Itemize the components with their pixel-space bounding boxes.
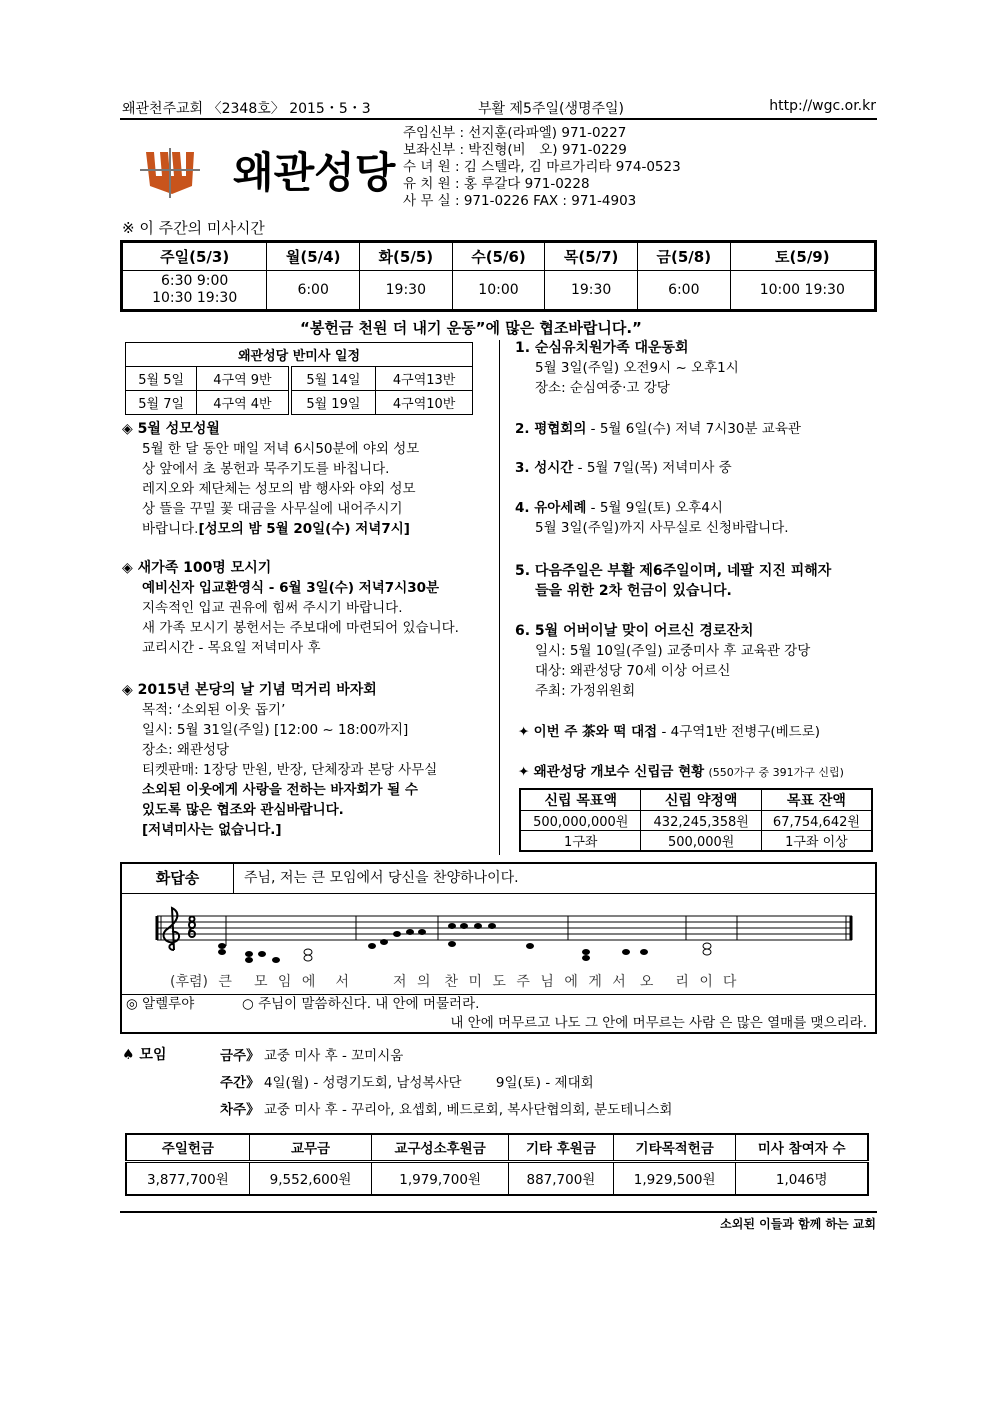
lyric: 저 의: [392, 974, 431, 990]
col-header: 기타 후원금: [508, 1134, 613, 1161]
text-line: 일시: 5월 10일(주일) 교중미사 후 교육관 강당: [535, 643, 811, 659]
col-header: 주일헌금: [126, 1134, 249, 1161]
notice-2: [515, 419, 801, 439]
mass-time: 6:00: [267, 271, 360, 311]
cell: 67,754,642원: [761, 811, 872, 831]
website-link[interactable]: http://wgc.or.kr: [769, 98, 876, 114]
text-line: 목적: ‘소외된 이웃 돕기’: [142, 702, 286, 718]
lyric: 오: [639, 974, 654, 990]
text-line: 지속적인 입교 권유에 힘써 주시기 바랍니다.: [142, 600, 403, 616]
mass-times-table: [120, 240, 877, 312]
info-office: 사 무 실 : 971-0226 FAX : 971-4903: [403, 193, 637, 209]
title-text: 새가족 100명 모시기: [137, 560, 272, 576]
fund-heading: ✦ 왜관성당 개보수 신립금 현황 (550가구 중 391가구 신립): [518, 764, 844, 780]
day-header: 목(5/7): [545, 242, 638, 271]
cell: 1구좌 이상: [761, 831, 872, 852]
gospel-verse-1: ○ 주님이 말씀하신다. 내 안에 머물러라.: [242, 996, 480, 1012]
info-kindergarten: 유 치 원 : 홍 루갈다 971-0228: [403, 176, 590, 192]
info-assistant: 보좌신부 : 박진형(비 오) 971-0229: [403, 142, 627, 158]
text-line: 장소: 왜관성당: [142, 742, 230, 758]
day-header: 수(5/6): [452, 242, 545, 271]
text-line: 장소: 순심여중·고 강당: [535, 380, 670, 396]
col-header: 신립 약정액: [641, 789, 761, 811]
col-header: 목표 잔액: [761, 789, 872, 811]
notice-title: 4. 유아세례: [515, 500, 587, 516]
col-header: 기타목적헌금: [613, 1134, 736, 1161]
cell: 887,700원: [508, 1161, 613, 1195]
day-header: 주일(5/3): [122, 242, 267, 271]
mass-time: 6:00: [637, 271, 730, 311]
lyric: (후렴) 큰: [170, 974, 232, 990]
notice-6: [515, 621, 810, 701]
alleluia-divider: [122, 994, 875, 995]
lyric: 찬 미 도 주 님 에 게 서: [444, 974, 626, 990]
mass-time-line: 10:30 19:30: [152, 290, 238, 306]
section-new-family: [122, 558, 459, 658]
cell: 5월 5일: [126, 367, 197, 391]
text: - 5월 7일(목) 저녁미사 중: [573, 460, 732, 476]
text-line: 상 뜰을 꾸밀 꽃 대금을 사무실에 내어주시기: [142, 501, 403, 517]
meeting-value: 4일(월) - 성령기도회, 남성복사단 9일(토) - 제대회: [263, 1075, 594, 1091]
text-line: 레지오와 제단체는 성모의 밤 행사와 야외 성모: [142, 481, 416, 497]
fund-note: (550가구 중 391가구 신립): [708, 766, 844, 779]
notice-5: [515, 561, 831, 601]
bulletin-issue: 왜관천주교회 〈2348호〉 2015・5・3: [122, 101, 371, 117]
offering-table: [125, 1133, 869, 1196]
fund-title: 왜관성당 개보수 신립금 현황: [533, 764, 705, 780]
meeting-this-week: [220, 1044, 403, 1064]
church-logo-icon: [140, 146, 202, 198]
mass-time: [122, 271, 267, 311]
text-line: 5월 3일(주일)까지 사무실로 신청바랍니다.: [535, 520, 789, 536]
text-line: 교리시간 - 목요일 저녁미사 후: [142, 640, 321, 656]
cell: 500,000원: [641, 831, 761, 852]
lyric: 모 임 에: [253, 974, 316, 990]
title-text: 2015년 본당의 날 기념 먹거리 바자회: [137, 682, 377, 698]
notice-title: 5. 다음주일은 부활 제6주일이며, 네팔 지진 피해자: [515, 563, 832, 579]
mass-time: 19:30: [545, 271, 638, 311]
mass-times-label: ※ 이 주간의 미사시간: [122, 219, 265, 237]
fund-table: [519, 788, 873, 852]
treble-clef-icon: [164, 908, 180, 950]
title-text: 5월 성모성월: [137, 421, 220, 437]
day-header: 화(5/5): [360, 242, 453, 271]
cell: 1,929,500원: [613, 1161, 736, 1195]
tea-title: 이번 주 茶와 떡 대접: [533, 724, 658, 740]
alleluia: ◎ 알렐루야: [126, 996, 195, 1012]
cell: 4구역13반: [376, 367, 473, 391]
text: - 5월 9일(토) 오후4시: [586, 500, 723, 516]
meeting-weekdays: [220, 1071, 594, 1091]
text-line: 새 가족 모시기 봉헌서는 주보대에 마련되어 있습니다.: [142, 620, 459, 636]
cell: 500,000,000원: [520, 811, 641, 831]
gospel-verse-2: 내 안에 머무르고 나도 그 안에 머무르는 사람 은 많은 열매를 맺으리라.: [450, 1015, 867, 1031]
cell: 1구좌: [520, 831, 641, 852]
cell: 1,979,700원: [372, 1161, 509, 1195]
ban-mass-table: [125, 342, 473, 415]
text-line: 5월 한 달 동안 매일 저녁 6시50분에 야외 성모: [142, 441, 420, 457]
lyric: 서: [335, 974, 349, 990]
highlight: [성모의 밤 5월 20일(수) 저녁7시]: [198, 521, 410, 537]
text-line: 소외된 이웃에게 사랑을 전하는 바자회가 될 수: [142, 782, 418, 798]
section-bazaar: [122, 680, 437, 840]
text-line: 티켓판매: 1장당 만원, 반장, 단체장과 본당 사무실: [142, 762, 438, 778]
notice-title: 3. 성시간: [515, 460, 574, 476]
text-line: 상 앞에서 초 봉헌과 묵주기도를 바칩니다.: [142, 461, 390, 477]
text-line: 일시: 5월 31일(주일) [12:00 ~ 18:00까지]: [142, 722, 409, 738]
footer-rule: [120, 1211, 877, 1213]
notice-title: 1. 순심유치원가족 대운동회: [515, 340, 689, 356]
section-may-marian: [122, 419, 419, 539]
meeting-key: 금주》: [220, 1048, 260, 1064]
lyric: 리 이: [675, 974, 713, 990]
text-line: [122, 519, 419, 539]
section-title: ◈ 2015년 본당의 날 기념 먹거리 바자회: [122, 682, 377, 698]
notice-title: 2. 평협회의: [515, 421, 587, 437]
mass-time: 10:00: [452, 271, 545, 311]
cell: 4구역10반: [376, 391, 473, 415]
text-line: 있도록 많은 협조와 관심바랍니다.: [142, 802, 344, 818]
cell: 1,046명: [736, 1161, 868, 1195]
day-header: 금(5/8): [637, 242, 730, 271]
info-pastor: 주임신부 : 선지훈(라파엘) 971-0227: [403, 125, 627, 141]
text: - 4구역1반 전병구(베드로): [657, 724, 821, 740]
music-staff: [122, 894, 875, 972]
cell: 9,552,600원: [249, 1161, 372, 1195]
responsorial-psalm: [120, 862, 877, 1034]
slogan: “봉헌금 천원 더 내기 운동”에 많은 협조바랍니다.”: [300, 319, 642, 337]
cell: 4구역 9반: [197, 367, 290, 391]
col-header: 미사 참여자 수: [736, 1134, 868, 1161]
text: - 5월 6일(수) 저녁 7시30분 교육관: [586, 421, 801, 437]
day-header: 월(5/4): [267, 242, 360, 271]
meeting-value: 교중 미사 후 - 꾸리아, 요셉회, 베드로회, 복사단협의회, 분도테니스회: [263, 1102, 673, 1118]
footer-motto: 소외된 이들과 함께 하는 교회: [720, 1217, 876, 1231]
church-name: 왜관성당: [233, 148, 396, 197]
meeting-key: 차주》: [220, 1102, 260, 1118]
lyric: 다: [722, 974, 737, 990]
meeting-next-week: [220, 1098, 672, 1118]
column-divider: [499, 340, 500, 855]
mass-time: 19:30: [360, 271, 453, 311]
notice-4: [515, 498, 789, 538]
psalm-text: 주님, 저는 큰 모임에서 당신을 찬양하나이다.: [234, 864, 875, 894]
section-title: ◈ 5월 성모성월: [122, 421, 220, 437]
notice-3: [515, 458, 732, 478]
text-line: 대상: 왜관성당 70세 이상 어르신: [535, 663, 731, 679]
text-line: 예비신자 입교환영식 - 6월 3일(수) 저녁7시30분: [142, 580, 440, 596]
psalm-label: 화답송: [122, 864, 234, 894]
ban-mass-title: 왜관성당 반미사 일정: [126, 343, 473, 367]
day-header: 토(5/9): [730, 242, 875, 271]
col-header: 교구성소후원금: [372, 1134, 509, 1161]
notice-1: [515, 338, 739, 398]
col-header: 신립 목표액: [520, 789, 641, 811]
cell: 5월 14일: [290, 367, 376, 391]
cell: 5월 19일: [290, 391, 376, 415]
text-line: 주최: 가정위원회: [535, 683, 636, 699]
header-rule: [120, 118, 877, 120]
liturgical-day: 부활 제5주일(생명주일): [478, 101, 624, 117]
meetings-label: ♠ 모임: [122, 1047, 167, 1063]
cell: 3,877,700원: [126, 1161, 249, 1195]
tea-service: ✦ 이번 주 茶와 떡 대접 - 4구역1반 전병구(베드로): [518, 724, 821, 740]
lyrics: [170, 974, 736, 991]
cell: 432,245,358원: [641, 811, 761, 831]
cell: 5월 7일: [126, 391, 197, 415]
notice-title: 6. 5월 어버이날 맞이 어르신 경로잔치: [515, 623, 754, 639]
mass-time: 10:00 19:30: [730, 271, 875, 311]
text-line: 들을 위한 2차 헌금이 있습니다.: [535, 583, 732, 599]
meeting-value: 교중 미사 후 - 꼬미시움: [263, 1048, 404, 1064]
info-convent: 수 녀 원 : 김 스텔라, 김 마르가리타 974-0523: [403, 159, 681, 175]
text-line: [저녁미사는 없습니다.]: [142, 822, 282, 838]
mass-time-line: 6:30 9:00: [161, 273, 229, 289]
col-header: 교무금: [249, 1134, 372, 1161]
meeting-key: 주간》: [220, 1075, 260, 1091]
section-title: ◈ 새가족 100명 모시기: [122, 560, 272, 576]
text: 바랍니다.: [142, 521, 199, 537]
cell: 4구역 4반: [197, 391, 290, 415]
text-line: 5월 3일(주일) 오전9시 ~ 오후1시: [535, 360, 739, 376]
